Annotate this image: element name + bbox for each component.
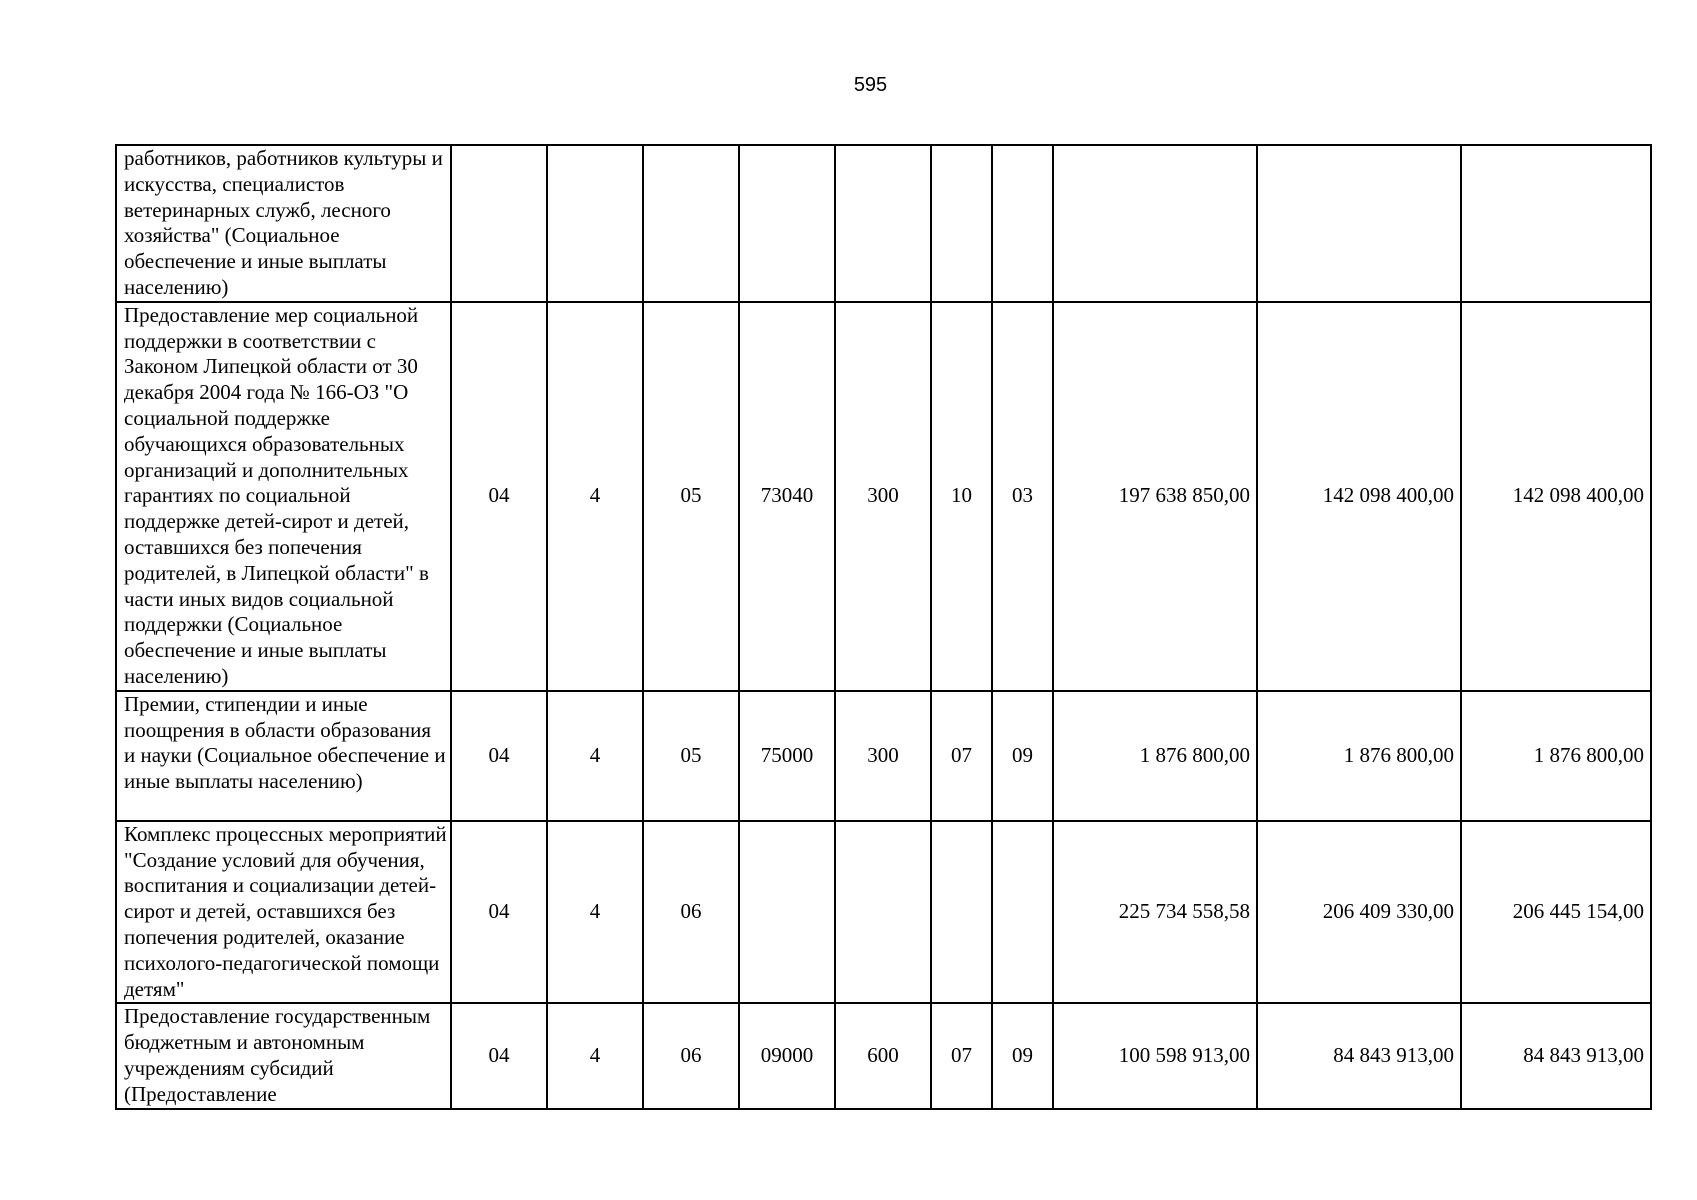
activity-code-cell <box>643 145 739 302</box>
activity-code-cell: 05 <box>643 691 739 821</box>
subsection-cell: 03 <box>992 302 1053 691</box>
amount-year-3-cell: 84 843 913,00 <box>1461 1003 1651 1108</box>
amount-year-1-cell: 100 598 913,00 <box>1053 1003 1257 1108</box>
row-description: работников, работников культуры и искусства, специалистов ветеринарных служб, лесного хозяйства" (Социальное обеспечение и иные выплаты населению) <box>116 145 451 302</box>
amount-year-2-cell: 84 843 913,00 <box>1257 1003 1461 1108</box>
amount-year-2-cell <box>1257 145 1461 302</box>
table-row <box>116 691 1651 821</box>
amount-year-2-cell: 142 098 400,00 <box>1257 302 1461 691</box>
budget-table <box>115 144 1652 1110</box>
page-number: 595 <box>853 74 888 96</box>
section-cell <box>931 145 992 302</box>
activity-code-cell: 06 <box>643 821 739 1004</box>
amount-year-1-cell <box>1053 145 1257 302</box>
direction-code-cell: 73040 <box>739 302 835 691</box>
table-row <box>116 821 1651 1004</box>
program-code-cell <box>451 145 547 302</box>
expense-type-cell: 600 <box>835 1003 931 1108</box>
section-cell: 07 <box>931 691 992 821</box>
subsection-cell: 09 <box>992 1003 1053 1108</box>
direction-code-cell <box>739 145 835 302</box>
subsection-cell <box>992 145 1053 302</box>
row-description: Предоставление мер социальной поддержки в соответствии с Законом Липецкой области от 30 декабря 2004 года № 166-ОЗ "О социальной поддержке обучающихся образовательных организаций и дополнительных гарантиях по социальной поддержке детей-сирот и детей, оставшихся без попечения родителей, в Липецкой области" в части иных видов социальной поддержки (Социальное обеспечение и иные выплаты населению) <box>116 302 451 691</box>
amount-year-1-cell: 197 638 850,00 <box>1053 302 1257 691</box>
subprogram-type-cell: 4 <box>547 691 643 821</box>
program-code-cell: 04 <box>451 302 547 691</box>
subprogram-type-cell <box>547 145 643 302</box>
table-row <box>116 1003 1651 1108</box>
row-description: Премии, стипендии и иные поощрения в области образования и науки (Социальное обеспечение и иные выплаты населению) <box>116 691 451 821</box>
amount-year-1-cell: 225 734 558,58 <box>1053 821 1257 1004</box>
subsection-cell <box>992 821 1053 1004</box>
activity-code-cell: 06 <box>643 1003 739 1108</box>
direction-code-cell <box>739 821 835 1004</box>
expense-type-cell <box>835 821 931 1004</box>
direction-code-cell: 09000 <box>739 1003 835 1108</box>
program-code-cell: 04 <box>451 821 547 1004</box>
amount-year-2-cell: 206 409 330,00 <box>1257 821 1461 1004</box>
activity-code-cell: 05 <box>643 302 739 691</box>
subprogram-type-cell: 4 <box>547 302 643 691</box>
expense-type-cell: 300 <box>835 302 931 691</box>
amount-year-3-cell: 142 098 400,00 <box>1461 302 1651 691</box>
program-code-cell: 04 <box>451 1003 547 1108</box>
section-cell <box>931 821 992 1004</box>
program-code-cell: 04 <box>451 691 547 821</box>
expense-type-cell <box>835 145 931 302</box>
subsection-cell: 09 <box>992 691 1053 821</box>
amount-year-3-cell <box>1461 145 1651 302</box>
amount-year-1-cell: 1 876 800,00 <box>1053 691 1257 821</box>
expense-type-cell: 300 <box>835 691 931 821</box>
amount-year-3-cell: 206 445 154,00 <box>1461 821 1651 1004</box>
row-description: Предоставление государственным бюджетным и автономным учреждениям субсидий (Предоставление <box>116 1003 451 1108</box>
section-cell: 07 <box>931 1003 992 1108</box>
amount-year-3-cell: 1 876 800,00 <box>1461 691 1651 821</box>
table-row <box>116 145 1651 302</box>
amount-year-2-cell: 1 876 800,00 <box>1257 691 1461 821</box>
table-row <box>116 302 1651 691</box>
direction-code-cell: 75000 <box>739 691 835 821</box>
section-cell: 10 <box>931 302 992 691</box>
subprogram-type-cell: 4 <box>547 1003 643 1108</box>
subprogram-type-cell: 4 <box>547 821 643 1004</box>
row-description: Комплекс процессных мероприятий "Создание условий для обучения, воспитания и социализации детей-сирот и детей, оставшихся без попечения родителей, оказание психолого-педагогической помощи детям" <box>116 821 451 1004</box>
